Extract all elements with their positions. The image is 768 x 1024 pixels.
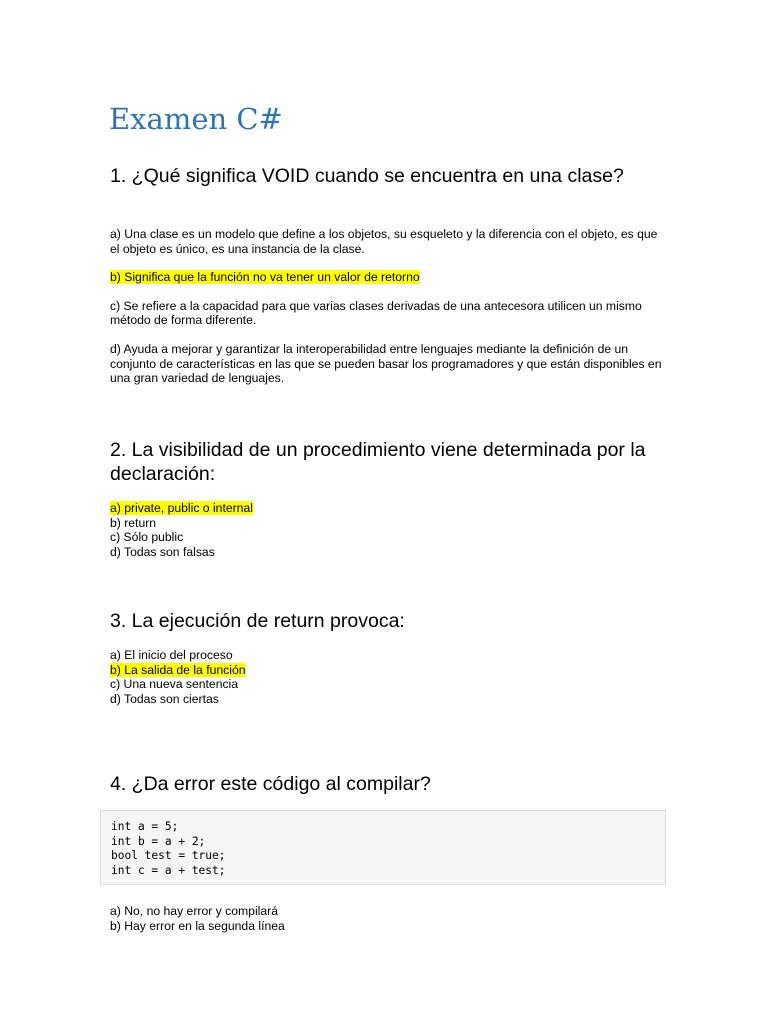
document-title: Examen C#: [109, 102, 283, 136]
question-4-answers: [110, 904, 670, 933]
question-4-text: 4. ¿Da error este código al compilar?: [110, 773, 431, 795]
answer-3a: a) El inicio del proceso: [110, 648, 233, 662]
question-3-answers: [110, 648, 670, 706]
code-block: [100, 810, 666, 885]
code-line: int a = 5;: [111, 820, 179, 833]
highlighted-answer: b) Significa que la función no va tener un valor de retorno: [110, 270, 420, 285]
answer-1d: d) Ayuda a mejorar y garantizar la interoperabilidad entre lenguajes mediante la definición de un conjunto de características en las que se pueden basar los programadores y que están disponibles en una gran variedad de lenguajes.: [110, 341, 662, 386]
answer-3c: c) Una nueva sentencia: [110, 677, 239, 692]
question-1-text: 1. ¿Qué significa VOID cuando se encuentra en una clase?: [110, 165, 624, 187]
answer-2d: d) Todas son falsas: [110, 544, 215, 559]
question-1-answers: [110, 227, 670, 386]
question-3-text: 3. La ejecución de return provoca:: [110, 610, 405, 632]
answer-3d: d) Todas son ciertas: [110, 691, 219, 706]
answer-4a: a) No, no hay error y compilará: [110, 904, 278, 918]
code-line: bool test = true;: [111, 849, 226, 862]
answer-2a-correct: [110, 501, 670, 516]
highlighted-answer: b) La salida de la función: [110, 662, 246, 677]
code-line: int c = a + test;: [111, 863, 226, 877]
answer-1c: c) Se refiere a la capacidad para que varias clases derivadas de una antecesora utilicen un mismo método de forma diferente.: [110, 298, 642, 328]
answer-1a: a) Una clase es un modelo que define a los objetos, su esqueleto y la diferencia con el objeto, es que el objeto es único, es una instancia de la clase.: [110, 227, 658, 256]
question-2-text: 2. La visibilidad de un procedimiento viene determinada por la declaración:: [110, 439, 646, 485]
answer-1b-correct: [110, 270, 670, 285]
question-2-answers: [110, 501, 670, 559]
answer-3b-correct: [110, 663, 670, 678]
answer-2b: b) return: [110, 515, 157, 530]
highlighted-answer: a) private, public o internal: [110, 501, 253, 515]
code-line: int b = a + 2;: [111, 834, 206, 848]
answer-2c: c) Sólo public: [110, 530, 184, 545]
answer-4b: b) Hay error en la segunda línea: [110, 918, 285, 933]
